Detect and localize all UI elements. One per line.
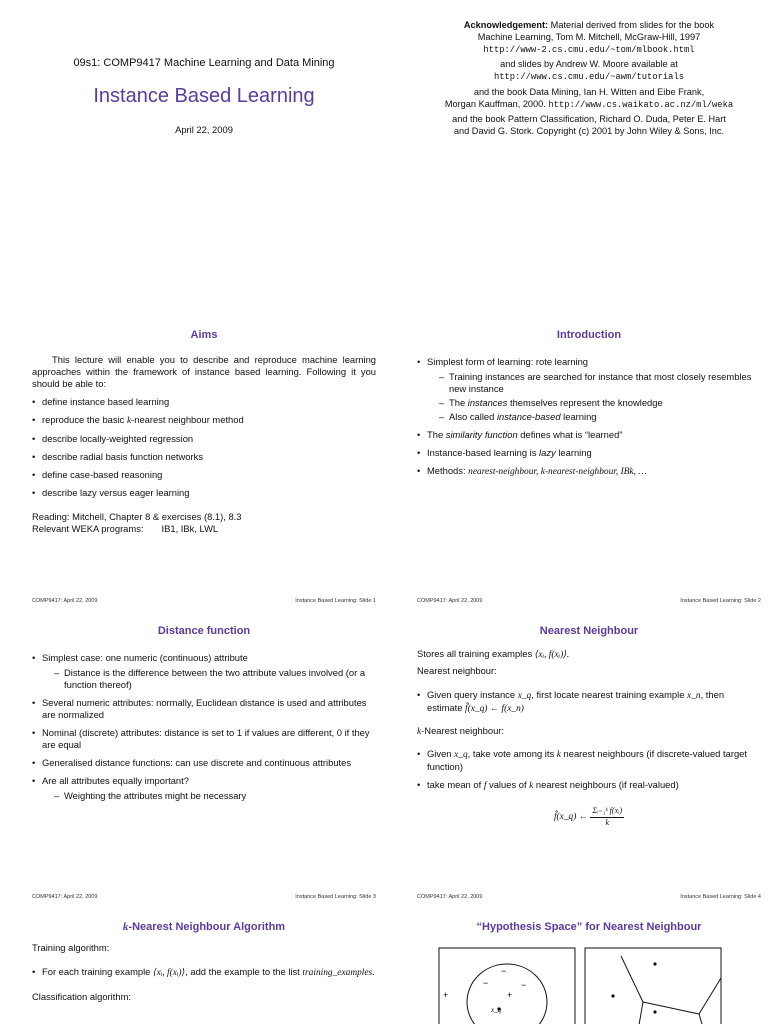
list-item: • define case-based reasoning bbox=[32, 469, 376, 481]
ack-link[interactable]: http://www-2.cs.cmu.edu/~tom/mlbook.html bbox=[483, 44, 695, 55]
paragraph: Nearest neighbour: bbox=[417, 665, 497, 677]
knn-list bbox=[417, 748, 761, 792]
nearest-neighbour-slide bbox=[417, 614, 761, 904]
distance-function-slide bbox=[32, 614, 376, 904]
list-item: • Simplest case: one numeric (continuous) attribute – Distance is the difference between the two attribute values involved (or a function thereof) bbox=[32, 652, 376, 691]
footer-left: COMP9417: April 22, 2009 bbox=[32, 598, 98, 604]
list-item: • describe radial basis function networks bbox=[32, 451, 376, 463]
nn-list bbox=[417, 689, 761, 715]
list-item: • The similarity function defines what is “learned” bbox=[417, 429, 761, 441]
reading-line: Reading: Mitchell, Chapter 8 & exercises (8.1), 8.3 bbox=[32, 511, 242, 523]
sub-item: – Distance is the difference between the two attribute values involved (or a function thereof) bbox=[54, 667, 376, 691]
footer-left: COMP9417: April 22, 2009 bbox=[417, 598, 483, 604]
ack-line: Machine Learning, Tom M. Mitchell, McGraw-Hill, 1997 bbox=[477, 31, 701, 42]
hypothesis-space-slide bbox=[417, 910, 761, 1024]
slide-title: “Hypothesis Space” for Nearest Neighbour bbox=[476, 921, 702, 933]
plus-label: + bbox=[443, 990, 449, 1001]
minus-label: − bbox=[521, 980, 527, 991]
ack-link[interactable]: http://www.cs.cmu.edu/~awm/tutorials bbox=[493, 72, 685, 83]
lecture-title: Instance Based Learning bbox=[93, 85, 315, 108]
list-item: • Given x_q, take vote among its k nearest neighbours (if discrete-valued target function) bbox=[417, 748, 761, 773]
footer-left: COMP9417: April 22, 2009 bbox=[32, 894, 98, 900]
acknowledgement-slide bbox=[417, 20, 761, 310]
list-item: • Instance-based learning is lazy learning bbox=[417, 447, 761, 459]
intro-paragraph: This lecture will enable you to describe and reproduce machine learning approaches within the framework of instance based learning. Following it you should be able to: bbox=[32, 354, 376, 390]
paragraph: k-Nearest neighbour: bbox=[417, 725, 505, 738]
acknowledgement-text bbox=[417, 20, 761, 138]
sub-item: – Also called instance-based learning bbox=[439, 411, 761, 423]
slide-footer bbox=[32, 894, 376, 904]
slide-title: Introduction bbox=[556, 329, 622, 341]
slide-footer bbox=[417, 894, 761, 904]
footer-right: Instance Based Learning: Slide 1 bbox=[295, 598, 376, 604]
training-point bbox=[653, 962, 656, 965]
ack-line: and slides by Andrew W. Moore available at bbox=[500, 59, 678, 70]
list-item: • Are all attributes equally important? – Weighting the attributes might be necessary bbox=[32, 775, 376, 802]
list-item: • Given query instance x_q, first locate nearest training example x_n, then estimate f̂(x_q) ← f(x_n) bbox=[417, 689, 761, 715]
ack-line: and the book Data Mining, Ian H. Witten and Eibe Frank, bbox=[473, 86, 705, 97]
list-item: • Several numeric attributes: normally, Euclidean distance is used and attributes are normalized bbox=[32, 697, 376, 721]
introduction-slide bbox=[417, 318, 761, 608]
slide-title: Nearest Neighbour bbox=[539, 625, 639, 637]
training-point bbox=[653, 1010, 656, 1013]
query-label: x_q bbox=[491, 1006, 502, 1015]
sub-item: – Weighting the attributes might be necessary bbox=[54, 790, 376, 802]
weka-line: Relevant WEKA programs: IB1, IBk, LWL bbox=[32, 523, 219, 535]
training-point bbox=[611, 994, 614, 997]
hypothesis-diagram bbox=[417, 942, 761, 1024]
distance-list bbox=[32, 652, 376, 802]
list-item: • describe locally-weighted regression bbox=[32, 433, 376, 445]
ack-link[interactable]: http://www.cs.waikato.ac.nz/ml/weka bbox=[548, 99, 734, 110]
ack-line: Material derived from slides for the book bbox=[548, 20, 715, 30]
course-name: 09s1: COMP9417 Machine Learning and Data Mining bbox=[73, 57, 335, 69]
paragraph: Classification algorithm: bbox=[32, 991, 131, 1003]
algorithm-list bbox=[32, 966, 376, 979]
minus-label: − bbox=[501, 966, 507, 977]
list-item: • Nominal (discrete) attributes: distance is set to 1 if values are different, 0 if they are equal bbox=[32, 727, 376, 751]
paragraph: Stores all training examples ⟨xᵢ, f(xᵢ)⟩. bbox=[417, 648, 570, 661]
footer-right: Instance Based Learning: Slide 3 bbox=[295, 894, 376, 900]
list-item: • For each training example ⟨xᵢ, f(xᵢ)⟩, add the example to the list training_examples. bbox=[32, 966, 376, 979]
list-item: • describe lazy versus eager learning bbox=[32, 487, 376, 499]
paragraph: Training algorithm: bbox=[32, 942, 110, 954]
slide-title: Distance function bbox=[157, 625, 251, 637]
list-item: • reproduce the basic k-nearest neighbour method bbox=[32, 414, 376, 427]
ack-line: and David G. Stork. Copyright (c) 2001 by John Wiley & Sons, Inc. bbox=[453, 126, 725, 137]
footer-left: COMP9417: April 22, 2009 bbox=[417, 894, 483, 900]
slide-footer bbox=[417, 598, 761, 608]
list-item: • Methods: nearest-neighbour, k-nearest-neighbour, IBk, … bbox=[417, 465, 761, 478]
list-item: • Generalised distance functions: can use discrete and continuous attributes bbox=[32, 757, 376, 769]
list-item: • define instance based learning bbox=[32, 396, 376, 408]
slide-title: Aims bbox=[190, 329, 218, 341]
reading-list bbox=[32, 511, 376, 535]
aims-list bbox=[32, 396, 376, 499]
intro-list bbox=[417, 356, 761, 478]
sub-item: – Training instances are searched for instance that most closely resembles new instance bbox=[439, 371, 761, 395]
title-slide bbox=[32, 20, 376, 310]
footer-right: Instance Based Learning: Slide 4 bbox=[680, 894, 761, 900]
ack-label: Acknowledgement: bbox=[463, 20, 549, 30]
slide-footer bbox=[32, 598, 376, 608]
ack-line: Morgan Kauffman, 2000. bbox=[444, 98, 549, 109]
mean-formula: f̂(x_q) ← $\frac{\text{Σᵢ₌₁ᵏ f(xᵢ)}}{k}$ bbox=[553, 806, 623, 827]
slide-title: k-Nearest Neighbour Algorithm bbox=[122, 921, 286, 933]
sub-item: – The instances themselves represent the knowledge bbox=[439, 397, 761, 409]
ack-line: and the book Pattern Classification, Richard O. Duda, Peter E. Hart bbox=[452, 114, 726, 125]
list-item: • take mean of f values of k nearest neighbours (if real-valued) bbox=[417, 779, 761, 792]
footer-right: Instance Based Learning: Slide 2 bbox=[680, 598, 761, 604]
knn-algorithm-slide bbox=[32, 910, 376, 1024]
plus-label: + bbox=[507, 990, 513, 1001]
aims-slide bbox=[32, 318, 376, 608]
lecture-date: April 22, 2009 bbox=[175, 123, 233, 135]
hypothesis-figure bbox=[417, 942, 761, 1022]
minus-label: − bbox=[483, 978, 489, 989]
list-item: • Simplest form of learning: rote learning – Training instances are searched for instance that most closely resembles new instance – The instances themselves represent the knowledge – Also called instance-based learning bbox=[417, 356, 761, 423]
